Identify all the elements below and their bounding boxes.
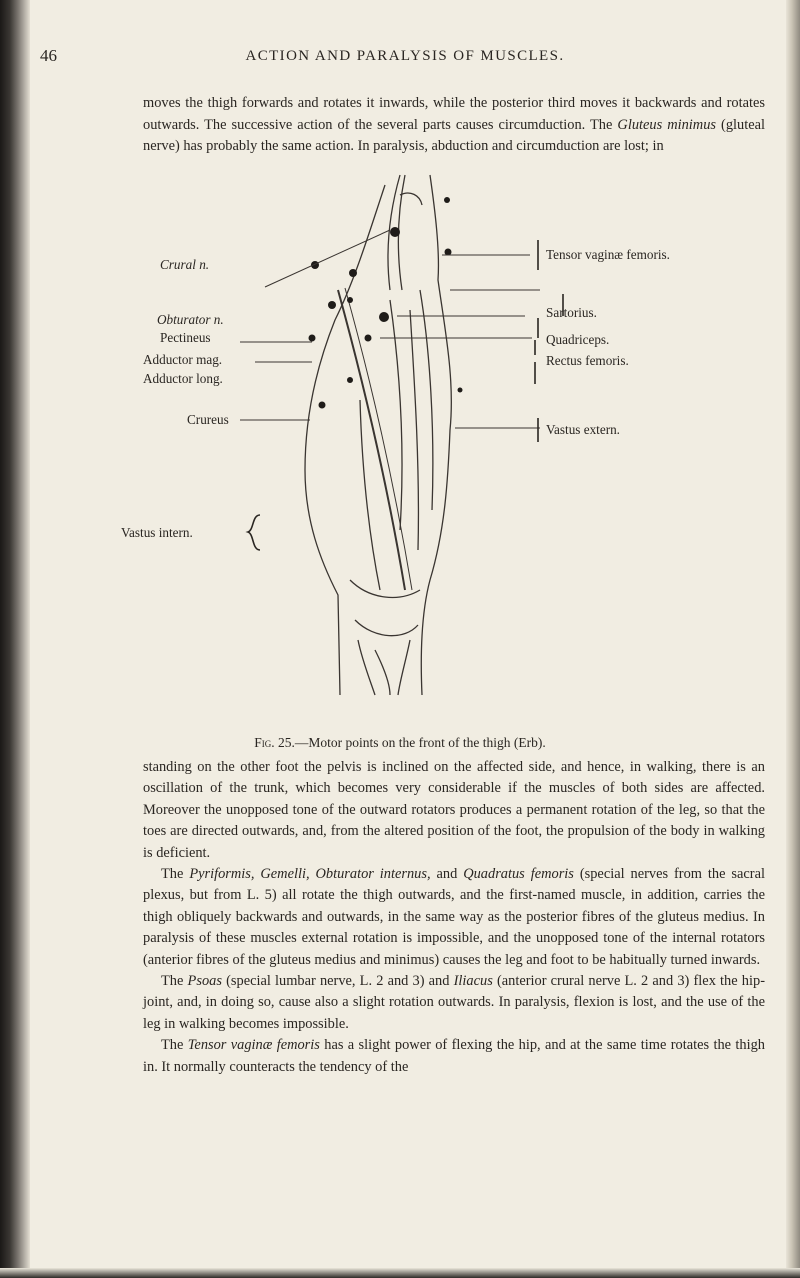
paragraph-4-pre: The — [161, 973, 188, 990]
label-vastus-extern: Vastus extern. — [546, 422, 620, 437]
paragraph-4-mid: (special lumbar nerve, L. 2 and 3) and — [221, 973, 454, 990]
paragraph-2: standing on the other foot the pelvis is inclined on the affected side, and hence, in walking, there is an oscillation of the trunk, which becomes very considerable if the muscles of both sides are affected. Moreover the unopposed tone of the outward rotators produces a permanent rotation of the leg, so that the toes are directed outwards, and, from the altered position of the foot, the propulsion of the body in walking is deficient. — [143, 759, 765, 861]
paragraph-4 — [143, 971, 765, 1035]
paragraph-5-text: has a slight power of flexing the hip, and at the same time rotates the thigh in. It normally counteracts the tendency of the — [143, 1037, 765, 1075]
page-number: 46 — [40, 46, 57, 65]
label-crural-nerve: Crural n. — [160, 257, 210, 272]
running-title: ACTION AND PARALYSIS OF MUSCLES. — [245, 48, 565, 64]
paragraph-5-pre: The — [161, 1037, 188, 1054]
paragraph-1 — [143, 93, 765, 158]
term-psoas: Psoas — [187, 973, 222, 990]
figure-caption-text: —Motor points on the front of the thigh (Erb). — [294, 735, 546, 750]
label-tensor-vaginae: Tensor vaginæ femoris. — [546, 247, 670, 262]
paragraph-4-text: (anterior crural nerve L. 2 and 3) flex the hip-joint, and, in doing so, cause also a slight rotation outwards. In paralysis, flexion is lost, and the use of the leg in walking becomes impossible. — [143, 973, 765, 1032]
term-gluteus-minimus: Gluteus minimus — [617, 116, 716, 133]
label-vastus-intern: Vastus intern. — [121, 525, 193, 540]
paragraph-5 — [143, 1035, 765, 1078]
paragraph-3 — [143, 864, 765, 971]
term-pyriformis: Pyriformis, Gemelli, Obturator internus, — [189, 866, 431, 883]
term-iliacus: Iliacus — [453, 973, 493, 990]
label-quadriceps: Quadriceps. — [546, 332, 610, 347]
paragraph-3-pre: The — [161, 866, 190, 883]
thigh-motor-points-figure — [100, 170, 780, 730]
label-adductor-long: Adductor long. — [143, 371, 223, 386]
figure-number: Fig. 25. — [254, 735, 295, 750]
label-adductor-mag: Adductor mag. — [143, 352, 223, 367]
label-sartorius: Sartorius. — [546, 305, 597, 320]
thigh-illustration — [100, 170, 780, 730]
page-header — [40, 40, 770, 66]
figure-caption — [0, 735, 800, 751]
body-text — [143, 757, 765, 1078]
term-quadratus-femoris: Quadratus femoris — [463, 866, 574, 883]
paragraph-3-text: (special nerves from the sacral plexus, but from L. 5) all rotate the thigh outwards, and the first-named muscle, in addition, carries the thigh obliquely backwards and outwards, in the same way as the posterior fibres of the gluteus medius. In paralysis of these muscles external rotation is impossible, and the unopposed tone of the internal rotators (anterior fibres of the gluteus medius and minimus) causes the leg and foot to be habitually turned inwards. — [143, 866, 765, 968]
label-obturator-nerve: Obturator n. — [157, 312, 224, 327]
book-binding-shadow — [0, 0, 30, 1278]
page-edge — [786, 0, 800, 1278]
term-tensor-vaginae: Tensor vaginæ femoris — [187, 1037, 320, 1054]
page-bottom-edge — [0, 1268, 800, 1278]
paragraph-1-text-a: moves the thigh forwards and rotates it inwards, while the posterior third moves it backwards and rotates outwards. The successive action of the several parts causes circumduction. The — [143, 95, 765, 133]
label-crureus: Crureus — [187, 412, 229, 427]
label-pectineus: Pectineus — [160, 330, 211, 345]
label-rectus-femoris: Rectus femoris. — [546, 353, 629, 368]
paragraph-3-mid: and — [430, 866, 464, 883]
paragraph-1-text-b: (gluteal nerve) has probably the same action. In paralysis, abduction and circumduction are lost; in — [143, 116, 765, 155]
